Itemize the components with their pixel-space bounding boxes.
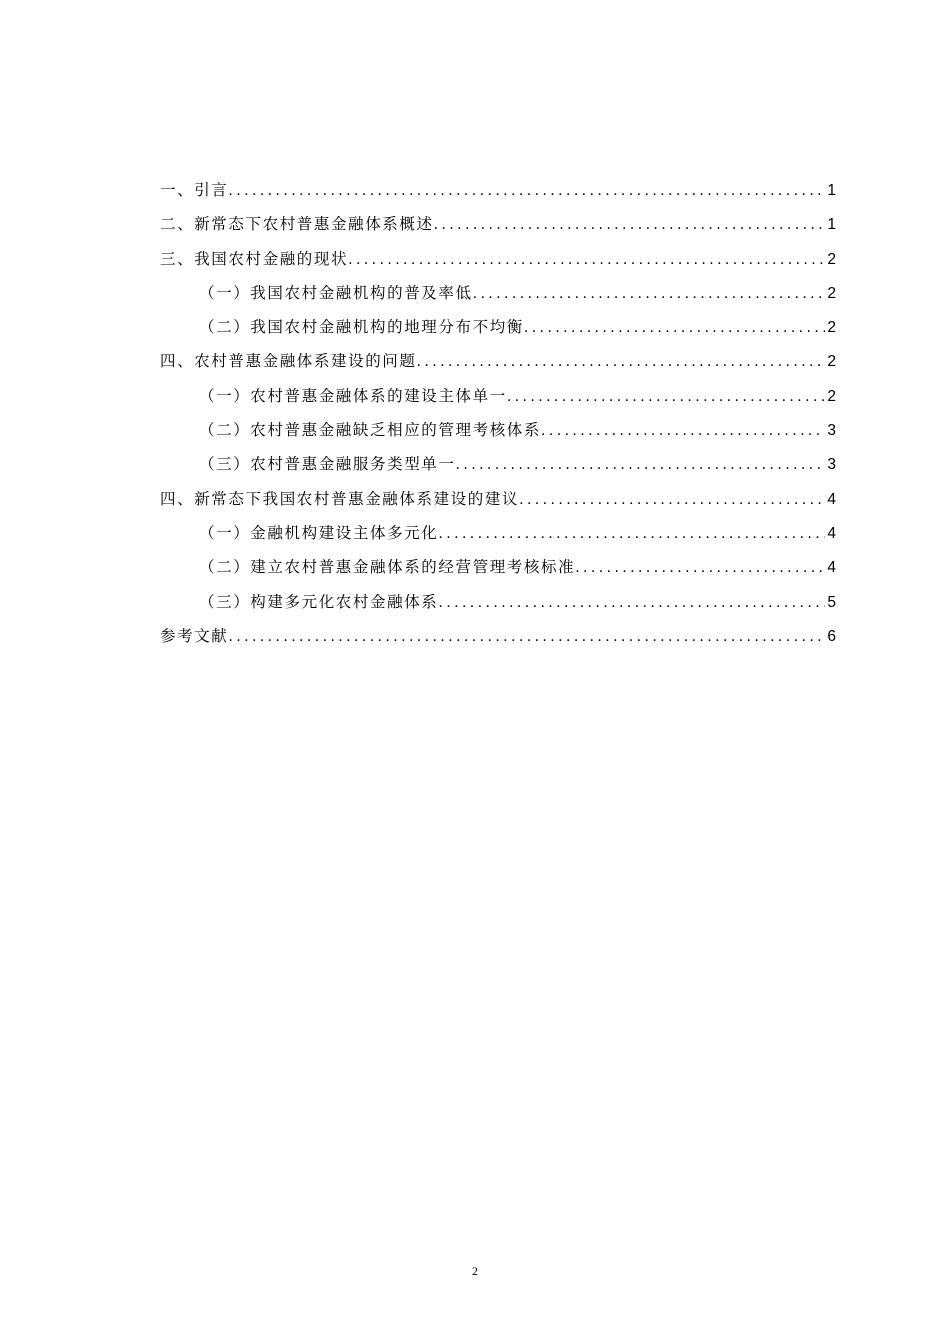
toc-dot-leader bbox=[507, 387, 826, 407]
toc-entry-page: 4 bbox=[827, 524, 836, 542]
toc-dot-leader bbox=[575, 558, 825, 578]
toc-entry-page: 3 bbox=[827, 456, 836, 474]
toc-subentry[interactable] bbox=[160, 420, 836, 454]
toc-entry-page: 3 bbox=[827, 422, 836, 440]
toc-entry-page: 2 bbox=[827, 353, 836, 371]
toc-entry-title: （一）金融机构建设主体多元化 bbox=[199, 523, 439, 542]
toc-subentry[interactable] bbox=[160, 454, 836, 488]
toc-dot-leader bbox=[434, 215, 826, 235]
toc-entry-title: （二）农村普惠金融缺乏相应的管理考核体系 bbox=[199, 421, 542, 440]
page-number: 2 bbox=[472, 1264, 478, 1278]
toc-dot-leader bbox=[228, 627, 825, 647]
toc-entry-page: 5 bbox=[827, 593, 836, 611]
toc-entry-page: 1 bbox=[827, 182, 836, 199]
toc-entry[interactable] bbox=[160, 489, 836, 523]
toc-entry-title: （二）建立农村普惠金融体系的经营管理考核标准 bbox=[199, 558, 576, 577]
toc-subentry[interactable] bbox=[160, 283, 836, 317]
toc-entry-page: 2 bbox=[827, 250, 836, 268]
toc-dot-leader bbox=[348, 250, 825, 270]
toc-entry[interactable] bbox=[160, 214, 836, 248]
toc-dot-leader bbox=[519, 490, 825, 510]
toc-entry-title: （二）我国农村金融机构的地理分布不均衡 bbox=[199, 318, 524, 337]
toc-entry-title: 参考文献 bbox=[160, 626, 229, 645]
toc-subentry[interactable] bbox=[160, 523, 836, 557]
table-of-contents bbox=[160, 180, 836, 660]
toc-entry[interactable] bbox=[160, 626, 836, 660]
toc-dot-leader bbox=[456, 455, 826, 475]
toc-dot-leader bbox=[417, 352, 826, 372]
toc-entry-title: （一）农村普惠金融体系的建设主体单一 bbox=[199, 386, 507, 405]
toc-dot-leader bbox=[541, 421, 825, 441]
toc-entry-title: （一）我国农村金融机构的普及率低 bbox=[199, 283, 473, 302]
toc-entry-page: 2 bbox=[827, 284, 836, 302]
toc-entry-title: 四、新常态下我国农村普惠金融体系建设的建议 bbox=[160, 489, 520, 508]
toc-entry-title: 三、我国农村金融的现状 bbox=[160, 249, 349, 268]
toc-entry-page: 2 bbox=[827, 387, 836, 405]
toc-entry[interactable] bbox=[160, 351, 836, 385]
toc-dot-leader bbox=[438, 593, 825, 613]
toc-entry[interactable] bbox=[160, 180, 836, 214]
toc-entry-page: 6 bbox=[827, 627, 836, 645]
toc-entry-title: 四、农村普惠金融体系建设的问题 bbox=[160, 352, 417, 371]
toc-dot-leader bbox=[524, 318, 825, 338]
toc-dot-leader bbox=[473, 284, 826, 304]
toc-entry-title: 二、新常态下农村普惠金融体系概述 bbox=[160, 215, 434, 234]
toc-entry-title: （三）构建多元化农村金融体系 bbox=[199, 592, 439, 611]
toc-subentry[interactable] bbox=[160, 386, 836, 420]
toc-entry-page: 2 bbox=[827, 319, 836, 337]
toc-entry-page: 1 bbox=[827, 216, 836, 234]
toc-subentry[interactable] bbox=[160, 592, 836, 626]
toc-entry-title: 一、引言 bbox=[160, 181, 229, 199]
toc-entry-title: （三）农村普惠金融服务类型单一 bbox=[199, 455, 456, 474]
toc-subentry[interactable] bbox=[160, 557, 836, 591]
toc-entry-page: 4 bbox=[827, 559, 836, 577]
toc-entry-page: 4 bbox=[827, 490, 836, 508]
toc-subentry[interactable] bbox=[160, 317, 836, 351]
toc-dot-leader bbox=[228, 181, 825, 201]
toc-dot-leader bbox=[438, 524, 825, 544]
toc-entry[interactable] bbox=[160, 249, 836, 283]
